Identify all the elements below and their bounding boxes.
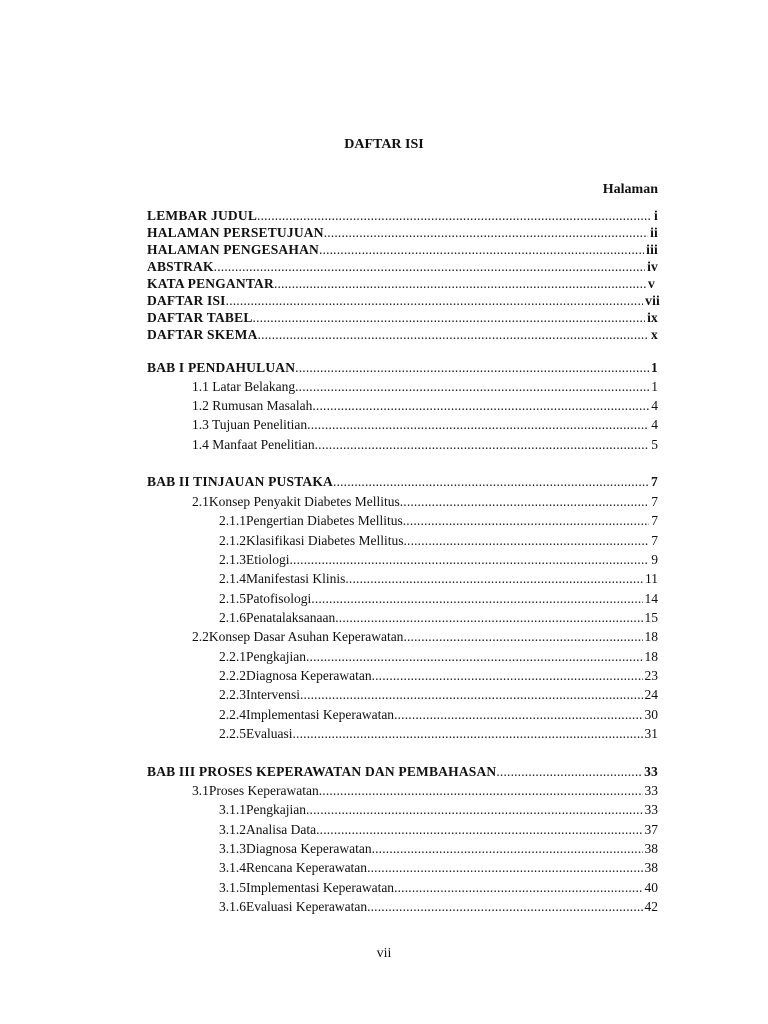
toc-entry-page: 33 bbox=[644, 783, 658, 798]
toc-entry-label: DAFTAR ISI bbox=[147, 293, 226, 308]
toc-entry-number: 2.2.4 bbox=[219, 707, 246, 722]
toc-entry-label: Diagnosa Keperawatan bbox=[246, 668, 372, 683]
dot-leader bbox=[400, 493, 650, 511]
dot-leader bbox=[293, 725, 643, 743]
toc-entry-page: 4 bbox=[651, 417, 658, 432]
toc-entry-page: v bbox=[648, 276, 655, 291]
toc-entry bbox=[219, 840, 658, 858]
toc-entry-page: 11 bbox=[645, 571, 658, 586]
toc-entry-number: 2.2.1 bbox=[219, 649, 246, 664]
toc-entry-label: Analisa Data bbox=[246, 822, 317, 837]
toc-entry-number: 3.1.3 bbox=[219, 841, 246, 856]
toc-entry bbox=[147, 359, 658, 377]
toc-entry-page: iii bbox=[646, 242, 658, 257]
toc-entry-page: 40 bbox=[644, 880, 658, 895]
toc-entry-number: 2.1 bbox=[192, 494, 209, 509]
toc-entry bbox=[192, 436, 658, 454]
dot-leader bbox=[372, 667, 643, 685]
toc-entry-label: Intervensi bbox=[246, 687, 300, 702]
toc-entry-label: BAB II TINJAUAN PUSTAKA bbox=[147, 474, 334, 489]
toc-entry-number: 2.2.2 bbox=[219, 668, 246, 683]
toc-entry bbox=[147, 275, 655, 293]
toc-entry-label: Proses Keperawatan bbox=[208, 783, 319, 798]
toc-entry bbox=[147, 224, 658, 242]
toc-entry bbox=[219, 898, 658, 916]
dot-leader bbox=[403, 532, 649, 550]
toc-entry-page: 38 bbox=[644, 841, 658, 856]
toc-entry-label: Konsep Penyakit Diabetes Mellitus bbox=[208, 494, 400, 509]
toc-entry-page: 7 bbox=[651, 533, 658, 548]
toc-entry bbox=[219, 859, 658, 877]
toc-entry-label: Implementasi Keperawatan bbox=[246, 880, 395, 895]
toc-entry bbox=[219, 667, 658, 685]
dot-leader bbox=[403, 512, 650, 530]
toc-entry bbox=[192, 782, 658, 800]
toc-entry-label: Klasifikasi Diabetes Mellitus bbox=[246, 533, 404, 548]
dot-leader bbox=[295, 359, 649, 377]
toc-entry-number: 3.1.2 bbox=[219, 822, 246, 837]
toc-entry bbox=[147, 326, 658, 344]
toc-entry-label: HALAMAN PENGESAHAN bbox=[147, 242, 319, 257]
toc-entry-label: KATA PENGANTAR bbox=[147, 276, 274, 291]
toc-entry-page: 7 bbox=[651, 494, 658, 509]
toc-entry bbox=[219, 570, 658, 588]
dot-leader bbox=[367, 898, 642, 916]
toc-entry-page: ii bbox=[650, 225, 658, 240]
toc-entry-number: 2.1.2 bbox=[219, 533, 246, 548]
toc-entry-page: 9 bbox=[651, 552, 658, 567]
toc-entry bbox=[219, 648, 658, 666]
toc-entry-page: iv bbox=[647, 259, 658, 274]
dot-leader bbox=[319, 782, 643, 800]
toc-entry-page: 33 bbox=[644, 764, 658, 779]
toc-entry-label: 1.3 Tujuan Penelitian bbox=[192, 417, 308, 432]
toc-entry-page: 14 bbox=[644, 591, 658, 606]
toc-entry-label: LEMBAR JUDUL bbox=[147, 208, 258, 223]
toc-entry bbox=[219, 532, 658, 550]
dot-leader bbox=[295, 378, 649, 396]
toc-entry bbox=[219, 821, 658, 839]
dot-leader bbox=[394, 706, 642, 724]
toc-entry-page: 31 bbox=[644, 726, 658, 741]
dot-leader bbox=[306, 648, 643, 666]
dot-leader bbox=[226, 292, 644, 310]
toc-entry-label: 1.2 Rumusan Masalah bbox=[192, 398, 313, 413]
toc-entry bbox=[219, 512, 658, 530]
dot-leader bbox=[307, 416, 649, 434]
toc-entry-label: 1.4 Manfaat Penelitian bbox=[192, 437, 315, 452]
toc-entry-number: 3.1.4 bbox=[219, 860, 246, 875]
toc-entry-page: i bbox=[654, 208, 658, 223]
toc-entry bbox=[147, 207, 658, 225]
dot-leader bbox=[315, 436, 650, 454]
dot-leader bbox=[311, 590, 642, 608]
dot-leader bbox=[274, 275, 646, 293]
toc-entry-label: Pengkajian bbox=[246, 649, 306, 664]
toc-entry-number: 2.2 bbox=[192, 629, 209, 644]
dot-leader bbox=[214, 258, 645, 276]
toc-entry bbox=[219, 609, 658, 627]
toc-entry-number: 2.1.6 bbox=[219, 610, 246, 625]
page-number-footer: vii bbox=[376, 946, 392, 961]
toc-entry bbox=[219, 686, 658, 704]
toc-entry-label: DAFTAR SKEMA bbox=[147, 327, 258, 342]
toc-entry-page: 7 bbox=[651, 513, 658, 528]
toc-entry-page: vii bbox=[645, 293, 660, 308]
toc-entry-number: 2.2.3 bbox=[219, 687, 246, 702]
toc-entry bbox=[219, 801, 658, 819]
toc-entry-page: 4 bbox=[651, 398, 658, 413]
toc-entry-label: Etiologi bbox=[246, 552, 290, 567]
toc-entry bbox=[219, 551, 658, 569]
toc-entry-label: HALAMAN PERSETUJUAN bbox=[147, 225, 324, 240]
toc-entry-page: 7 bbox=[651, 474, 658, 489]
toc-entry-label: Pengkajian bbox=[246, 802, 306, 817]
toc-entry-number: 3.1.6 bbox=[219, 899, 246, 914]
dot-leader bbox=[253, 309, 646, 327]
toc-entry-number: 2.1.1 bbox=[219, 513, 246, 528]
toc-entry-label: Evaluasi bbox=[246, 726, 293, 741]
toc-entry-number: 3.1.1 bbox=[219, 802, 246, 817]
page-column-header: Halaman bbox=[602, 182, 658, 197]
dot-leader bbox=[300, 686, 643, 704]
toc-entry-page: 23 bbox=[644, 668, 658, 683]
toc-entry-label: Penatalaksanaan bbox=[246, 610, 336, 625]
toc-entry-page: 5 bbox=[651, 437, 658, 452]
toc-entry bbox=[219, 706, 658, 724]
toc-entry-label: Konsep Dasar Asuhan Keperawatan bbox=[208, 629, 404, 644]
toc-entry bbox=[192, 416, 658, 434]
toc-entry-page: 24 bbox=[644, 687, 658, 702]
toc-entry-number: 2.1.4 bbox=[219, 571, 246, 586]
dot-leader bbox=[403, 628, 642, 646]
toc-entry-page: 37 bbox=[644, 822, 658, 837]
toc-entry-label: DAFTAR TABEL bbox=[147, 310, 253, 325]
toc-entry-page: x bbox=[651, 327, 658, 342]
dot-leader bbox=[316, 821, 642, 839]
toc-entry-page: 15 bbox=[644, 610, 658, 625]
dot-leader bbox=[324, 224, 648, 242]
toc-entry-page: 18 bbox=[644, 629, 658, 644]
dot-leader bbox=[345, 570, 643, 588]
toc-entry bbox=[147, 258, 658, 276]
page-title: DAFTAR ISI bbox=[344, 137, 424, 152]
dot-leader bbox=[367, 859, 642, 877]
toc-entry-number: 3.1.5 bbox=[219, 880, 246, 895]
dot-leader bbox=[333, 473, 649, 491]
dot-leader bbox=[496, 763, 642, 781]
toc-entry-page: 33 bbox=[644, 802, 658, 817]
dot-leader bbox=[312, 397, 649, 415]
toc-entry-label: Implementasi Keperawatan bbox=[246, 707, 395, 722]
toc-entry bbox=[192, 397, 658, 415]
toc-entry-page: 18 bbox=[644, 649, 658, 664]
toc-entry-label: ABSTRAK bbox=[147, 259, 214, 274]
toc-entry bbox=[219, 879, 658, 897]
dot-leader bbox=[394, 879, 642, 897]
dot-leader bbox=[372, 840, 643, 858]
toc-entry-page: ix bbox=[647, 310, 658, 325]
toc-entry-page: 1 bbox=[651, 379, 658, 394]
toc-entry bbox=[219, 725, 658, 743]
toc-entry-label: Diagnosa Keperawatan bbox=[246, 841, 372, 856]
toc-entry bbox=[192, 378, 658, 396]
toc-entry-label: BAB III PROSES KEPERAWATAN DAN PEMBAHASAN bbox=[147, 764, 497, 779]
dot-leader bbox=[257, 207, 652, 225]
toc-entry-label: Evaluasi Keperawatan bbox=[246, 899, 368, 914]
dot-leader bbox=[306, 801, 643, 819]
dot-leader bbox=[335, 609, 642, 627]
toc-entry bbox=[192, 493, 658, 511]
toc-entry-label: BAB I PENDAHULUAN bbox=[147, 360, 296, 375]
toc-entry bbox=[147, 292, 660, 310]
dot-leader bbox=[290, 551, 650, 569]
toc-entry-label: Pengertian Diabetes Mellitus bbox=[246, 513, 403, 528]
toc-entry-label: Patofisologi bbox=[246, 591, 312, 606]
toc-entry-page: 42 bbox=[644, 899, 658, 914]
toc-entry bbox=[147, 309, 658, 327]
toc-entry-page: 1 bbox=[651, 360, 658, 375]
toc-entry bbox=[147, 241, 658, 259]
toc-entry-number: 2.1.5 bbox=[219, 591, 246, 606]
toc-entry-label: Rencana Keperawatan bbox=[246, 860, 368, 875]
toc-entry-page: 38 bbox=[644, 860, 658, 875]
toc-entry bbox=[192, 628, 658, 646]
toc-entry-label: 1.1 Latar Belakang bbox=[192, 379, 296, 394]
dot-leader bbox=[319, 241, 644, 259]
toc-entry-number: 2.1.3 bbox=[219, 552, 246, 567]
toc-entry bbox=[219, 590, 658, 608]
toc-entry-label: Manifestasi Klinis bbox=[246, 571, 346, 586]
toc-entry-page: 30 bbox=[644, 707, 658, 722]
toc-entry bbox=[147, 473, 658, 491]
dot-leader bbox=[258, 326, 650, 344]
toc-entry-number: 2.2.5 bbox=[219, 726, 246, 741]
toc-entry bbox=[147, 763, 658, 781]
toc-entry-number: 3.1 bbox=[192, 783, 209, 798]
